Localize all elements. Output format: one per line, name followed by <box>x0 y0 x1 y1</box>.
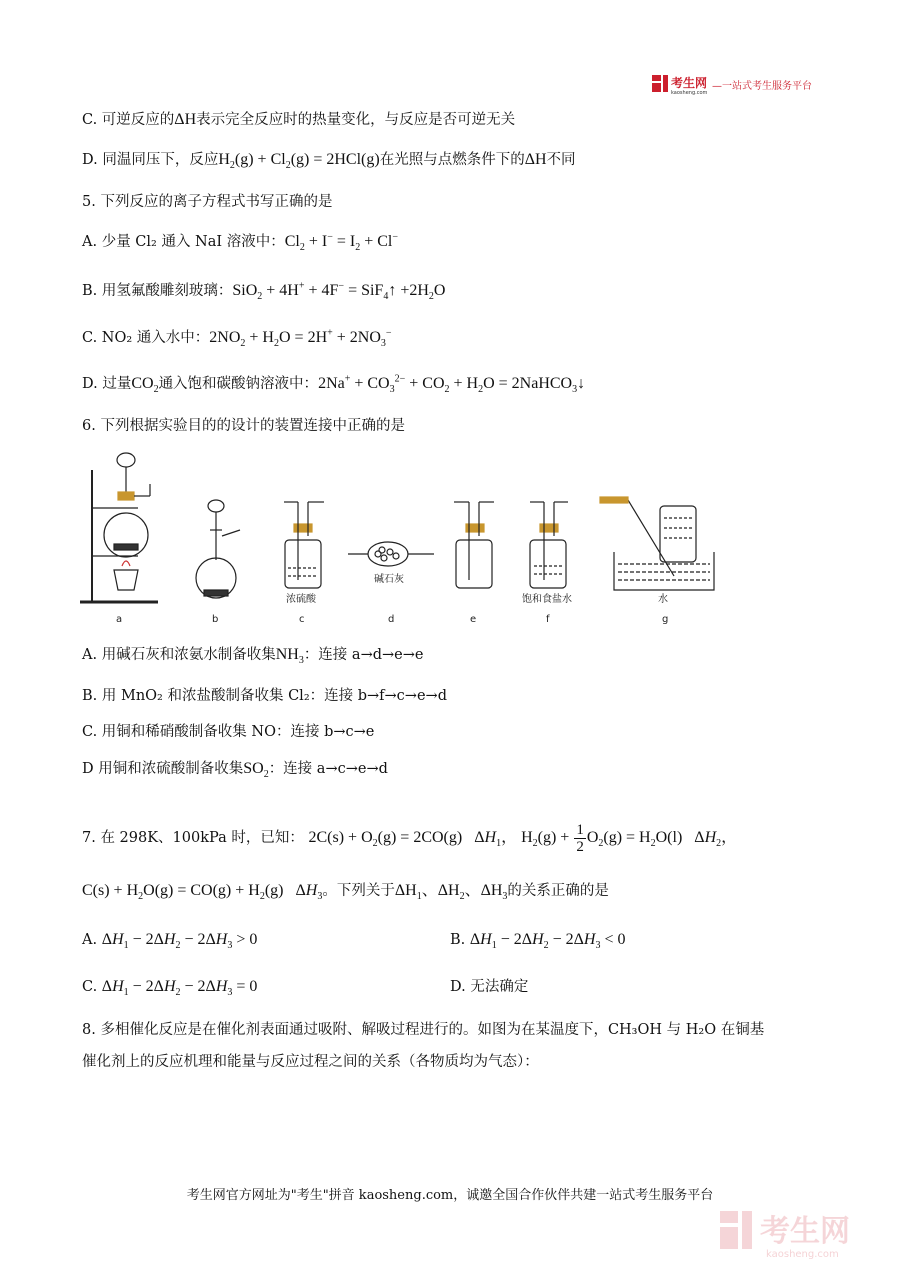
watermark-text: 考生网 <box>760 1214 850 1249</box>
q6-stem: 6. 下列根据实验目的的设计的装置连接中正确的是 <box>82 418 405 434</box>
q4-option-c: C. 可逆反应的ΔH表示完全反应时的热量变化，与反应是否可逆无关 <box>82 111 516 128</box>
q7-stem-line1: 7. 在 298K、100kPa 时，已知： $2C(s) + O_2(g) = 2CO(g)$ $\Delta H_1$， $H_2(g)$ + $\frac{1}{2}$ $O_2(g) = H_2O(l)$ $\Delta H_2$， <box>82 822 738 855</box>
apparatus-d <box>348 542 434 566</box>
apparatus-e <box>454 502 494 588</box>
label-d: d <box>388 614 395 625</box>
q7-option-d: D. 无法确定 <box>450 979 529 995</box>
q7-option-a: A. $\Delta H_1 - 2\Delta H_2 - 2\Delta H_3 > 0$ <box>82 931 258 952</box>
reagent-g: 水 <box>658 594 668 605</box>
q6-option-a: A. 用碱石灰和浓氨水制备收集$NH_3$：连接 a→d→e→e <box>82 646 424 667</box>
q4-option-d: D. 同温同压下，反应$H_2(g) + Cl_2(g) = 2HCl(g)$在光照与点燃条件下的ΔH不同 <box>82 151 576 172</box>
apparatus-b <box>196 500 240 598</box>
label-g: g <box>662 614 669 625</box>
kaosheng-logo-icon <box>652 73 822 97</box>
q7-option-b: B. $\Delta H_1 - 2\Delta H_2 - 2\Delta H_3 < 0$ <box>450 931 626 952</box>
q6-option-c: C. 用铜和稀硝酸制备收集 NO：连接 b→c→e <box>82 724 375 740</box>
brand-name: 考生网 <box>671 76 708 90</box>
header-logo <box>652 73 822 97</box>
apparatus-c <box>284 502 324 588</box>
q5-option-b: B. 用氢氟酸雕刻玻璃：SiO$_2$ + 4H+ + 4F− = SiF$_4$↑ $+2H_2O$ <box>82 280 446 303</box>
watermark-domain: kaosheng.com <box>766 1249 839 1260</box>
q5-option-a: A. 少量 Cl₂ 通入 NaI 溶液中：$Cl_2 + I^- = I_2 + Cl^-$ <box>82 231 398 254</box>
reagent-d: 碱石灰 <box>374 574 404 585</box>
q6-option-d: D 用铜和浓硫酸制备收集$SO_2$：连接 a→c→e→d <box>82 760 388 781</box>
q5-option-c: C. NO₂ 通入水中：$2NO_2 + H_2O = 2H^+ + 2NO_3^-$ <box>82 327 392 350</box>
apparatus-a <box>80 453 158 602</box>
apparatus-f <box>530 502 568 588</box>
q7-stem-line2: $C(s) + H_2O(g) = CO(g) + H_2(g)$ $\Delta H_3$。下列关于$\Delta H_1$、$\Delta H_2$、$\Delta H_3$的关系正确的是 <box>82 882 609 903</box>
reagent-f: 饱和食盐水 <box>522 594 572 605</box>
q7-option-c: C. $\Delta H_1 - 2\Delta H_2 - 2\Delta H_3 = 0$ <box>82 978 258 999</box>
page-footer: 考生网官方网址为"考生"拼音 kaosheng.com，诚邀全国合作伙伴共建一站式考生服务平台 <box>186 1188 714 1203</box>
label-b: b <box>212 614 219 625</box>
label-c: c <box>299 614 305 625</box>
brand-domain: kaosheng.com <box>671 90 708 96</box>
q6-option-b: B. 用 MnO₂ 和浓盐酸制备收集 Cl₂：连接 b→f→c→e→d <box>82 688 447 704</box>
label-a: a <box>116 614 123 625</box>
label-f: f <box>546 614 550 625</box>
label-e: e <box>470 614 477 625</box>
q5-option-d: D. 过量$CO_2$通入饱和碳酸钠溶液中：$2Na^+ + CO_3^{2-} + CO_2 + H_2O$ = 2NaHCO$_3$↓ <box>82 373 586 396</box>
q5-stem: 5. 下列反应的离子方程式书写正确的是 <box>82 194 333 210</box>
q8-stem-line1: 8. 多相催化反应是在催化剂表面通过吸附、解吸过程进行的。如图为在某温度下，CH₃OH 与 H₂O 在铜基 <box>82 1022 765 1038</box>
watermark <box>718 1205 888 1261</box>
apparatus-figure <box>78 440 818 630</box>
reagent-c: 浓硫酸 <box>286 594 316 605</box>
svg-text:—: — <box>712 81 722 92</box>
apparatus-g <box>600 497 714 590</box>
watermark-logo-icon <box>718 1205 888 1261</box>
q8-stem-line2: 催化剂上的反应机理和能量与反应过程之间的关系（各物质均为气态）： <box>82 1054 539 1070</box>
brand-slogan: 一站式考生服务平台 <box>722 81 812 92</box>
